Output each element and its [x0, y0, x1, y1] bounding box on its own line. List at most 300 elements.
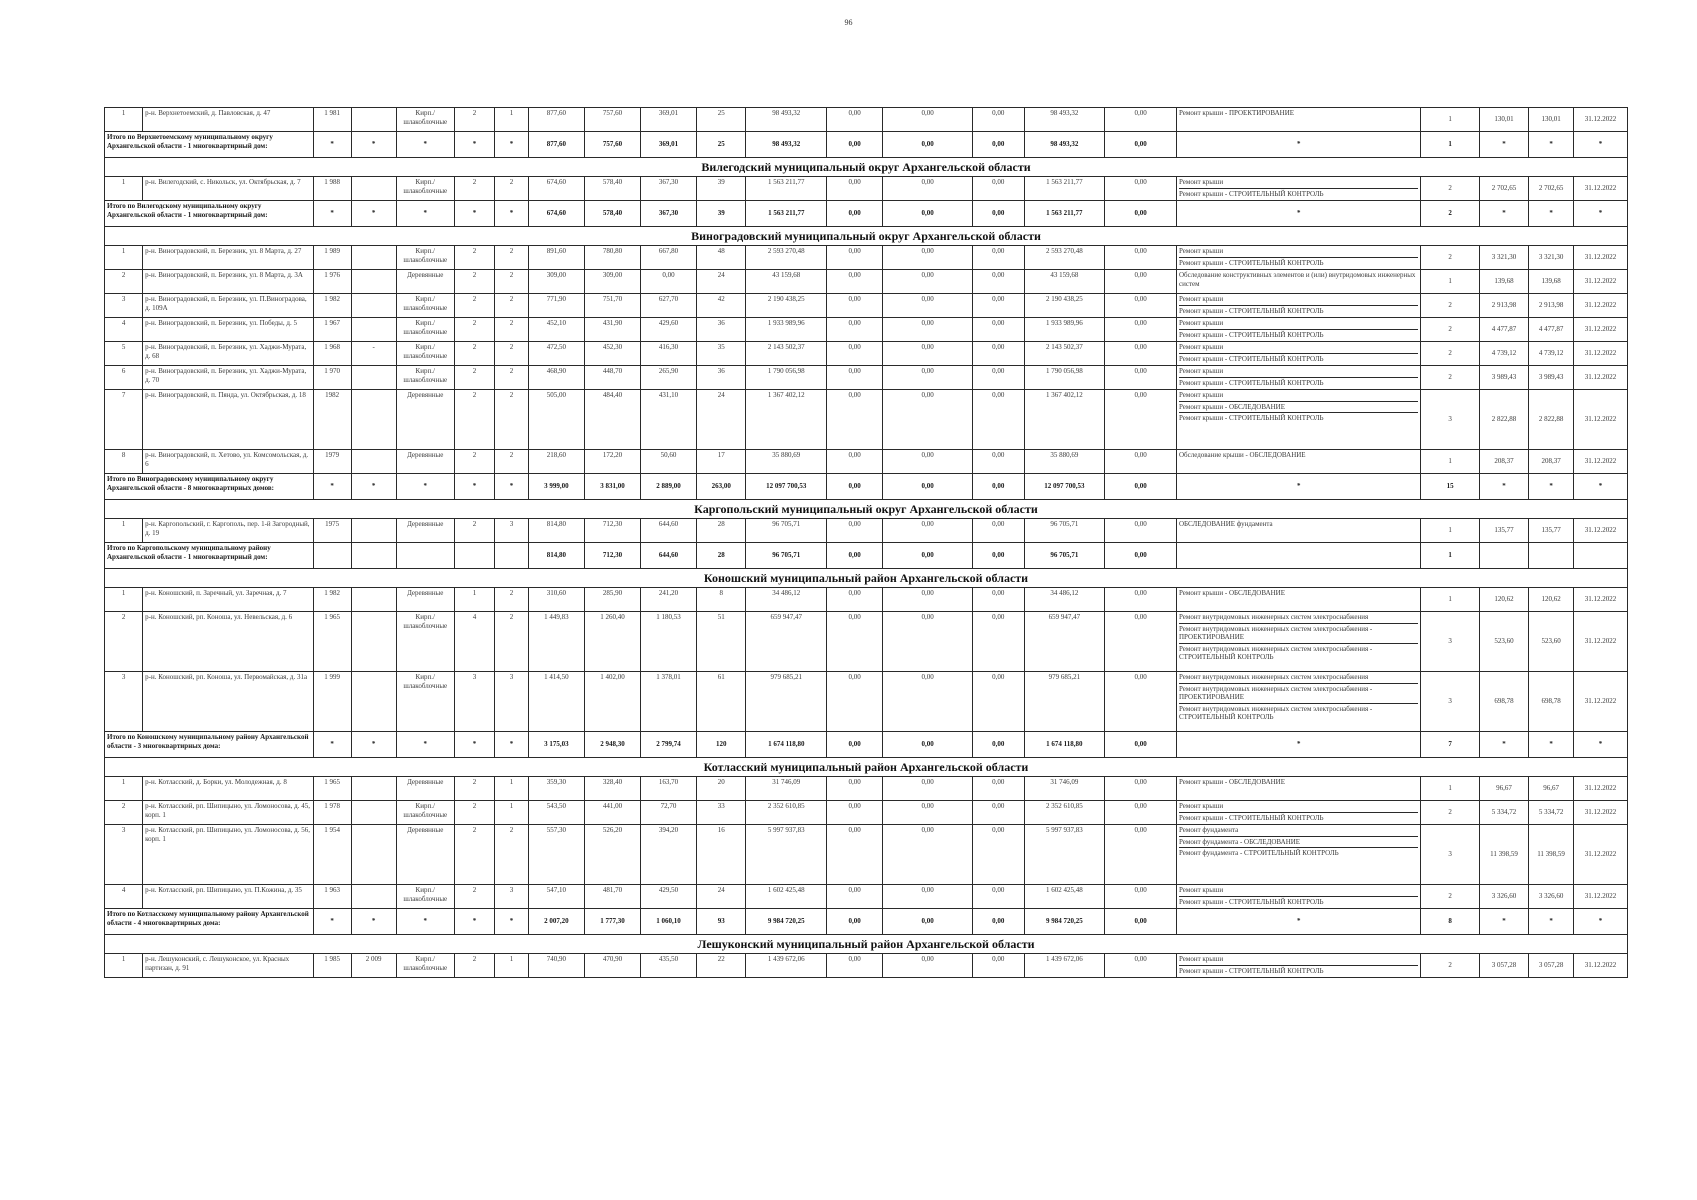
works-cell [1177, 246, 1421, 270]
total-year: * [313, 732, 351, 758]
cost_f1-cell: 0,00 [827, 270, 883, 294]
table-row [105, 588, 1628, 612]
works-cell [1177, 108, 1421, 132]
cost_f2-cell: 0,00 [883, 270, 973, 294]
area_living-cell: 452,30 [584, 342, 640, 366]
area_total-cell: 877,60 [528, 108, 584, 132]
year-cell: 1 965 [313, 777, 351, 801]
work-item: Ремонт крыши [1179, 178, 1224, 186]
cost_f5-cell: 0,00 [1105, 342, 1177, 366]
total-works [1177, 543, 1421, 569]
total-cost_f4: 98 493,32 [1024, 132, 1105, 158]
address-cell: р-н. Лешуконский, с. Лешуконское, ул. Красных партизан, д. 91 [143, 954, 313, 978]
residents-cell: 24 [697, 270, 746, 294]
cost_f1-cell: 0,00 [827, 390, 883, 450]
cost_f4-cell: 5 997 937,83 [1024, 825, 1105, 885]
total-cost_f3: 0,00 [972, 132, 1024, 158]
cost_f4-cell: 1 790 056,98 [1024, 366, 1105, 390]
residents-cell: 42 [697, 294, 746, 318]
work-item: Ремонт внутридомовых инженерных систем электроснабжения [1179, 673, 1369, 681]
total-material: * [396, 732, 454, 758]
year-cell: 1 988 [313, 177, 351, 201]
total-entrances [495, 543, 529, 569]
works-cell [1177, 519, 1421, 543]
cost_f5-cell: 0,00 [1105, 885, 1177, 909]
residents-cell: 16 [697, 825, 746, 885]
cost_total-cell: 43 159,68 [746, 270, 827, 294]
entrances-cell: 2 [495, 177, 529, 201]
total-year2: * [351, 132, 396, 158]
table-row [105, 612, 1628, 672]
floors-cell: 1 [454, 588, 494, 612]
cost_f4-cell: 1 933 989,96 [1024, 318, 1105, 342]
total-cost_total: 1 674 118,80 [746, 732, 827, 758]
cost_f5-cell: 0,00 [1105, 612, 1177, 672]
works-cell [1177, 366, 1421, 390]
table-row [105, 519, 1628, 543]
total-unit_cost: * [1479, 474, 1528, 500]
floors-cell: 2 [454, 318, 494, 342]
section-title: Виноградовский муниципальный округ Архангельской области [105, 227, 1628, 246]
unit_max-cell: 3 989,43 [1529, 366, 1574, 390]
cost_f2-cell: 0,00 [883, 885, 973, 909]
floors-cell: 2 [454, 246, 494, 270]
year-cell: 1 982 [313, 294, 351, 318]
year-cell: 1982 [313, 390, 351, 450]
works_count-cell: 2 [1421, 801, 1479, 825]
entrances-cell: 2 [495, 366, 529, 390]
address-cell: р-н. Котласский, д. Борки, ул. Молодежная, д. 8 [143, 777, 313, 801]
total-unit_cost: * [1479, 201, 1528, 227]
total-residents: 93 [697, 909, 746, 935]
work-item: Ремонт крыши - СТРОИТЕЛЬНЫЙ КОНТРОЛЬ [1179, 896, 1418, 907]
total-cost_f5: 0,00 [1105, 909, 1177, 935]
table-row [105, 390, 1628, 450]
total-label: Итого по Коношскому муниципальному району Архангельской области - 3 многоквартирных дома: [105, 732, 314, 758]
work-item: Ремонт крыши [1179, 295, 1224, 303]
cost_f3-cell: 0,00 [972, 777, 1024, 801]
material-cell: Кирп./ шлакоблочные [396, 612, 454, 672]
works_count-cell: 2 [1421, 885, 1479, 909]
unit_max-cell: 3 321,30 [1529, 246, 1574, 270]
work-item: Ремонт внутридомовых инженерных систем электроснабжения - ПРОЕКТИРОВАНИЕ [1179, 623, 1418, 642]
works_count-cell: 2 [1421, 318, 1479, 342]
table-row [105, 672, 1628, 732]
cost_total-cell: 98 493,32 [746, 108, 827, 132]
area_private-cell: 416,30 [641, 342, 697, 366]
deadline-cell: 31.12.2022 [1574, 342, 1628, 366]
row-number: 1 [105, 588, 143, 612]
total-residents: 28 [697, 543, 746, 569]
cost_f3-cell: 0,00 [972, 246, 1024, 270]
row-number: 2 [105, 270, 143, 294]
cost_f2-cell: 0,00 [883, 294, 973, 318]
total-year2: * [351, 474, 396, 500]
total-entrances: * [495, 132, 529, 158]
total-row [105, 732, 1628, 758]
work-item: ОБСЛЕДОВАНИЕ фундамента [1179, 520, 1273, 528]
cost_f1-cell: 0,00 [827, 801, 883, 825]
residents-cell: 20 [697, 777, 746, 801]
table-row [105, 294, 1628, 318]
total-row [105, 543, 1628, 569]
total-floors: * [454, 201, 494, 227]
area_living-cell: 712,30 [584, 519, 640, 543]
unit_cost-cell: 96,67 [1479, 777, 1528, 801]
total-label: Итого по Каргопольскому муниципальному району Архангельской области - 1 многоквартирный дом: [105, 543, 314, 569]
work-item: Ремонт крыши [1179, 802, 1224, 810]
cost_f4-cell: 2 143 502,37 [1024, 342, 1105, 366]
total-deadline: * [1574, 201, 1628, 227]
unit_max-cell: 4 739,12 [1529, 342, 1574, 366]
entrances-cell: 3 [495, 672, 529, 732]
area_private-cell: 435,50 [641, 954, 697, 978]
floors-cell: 4 [454, 612, 494, 672]
deadline-cell: 31.12.2022 [1574, 177, 1628, 201]
total-works_count: 7 [1421, 732, 1479, 758]
works_count-cell: 1 [1421, 777, 1479, 801]
year2-cell [351, 270, 396, 294]
cost_f4-cell: 34 486,12 [1024, 588, 1105, 612]
year-cell: 1 965 [313, 612, 351, 672]
table-row [105, 177, 1628, 201]
area_private-cell: 1 180,53 [641, 612, 697, 672]
work-item: Ремонт внутридомовых инженерных систем электроснабжения [1179, 613, 1369, 621]
year-cell: 1 989 [313, 246, 351, 270]
table-row [105, 450, 1628, 474]
floors-cell: 2 [454, 885, 494, 909]
unit_max-cell: 139,68 [1529, 270, 1574, 294]
total-year2: * [351, 732, 396, 758]
total-unit_max: * [1529, 474, 1574, 500]
cost_f4-cell: 659 947,47 [1024, 612, 1105, 672]
unit_max-cell: 135,77 [1529, 519, 1574, 543]
address-cell: р-н. Виноградовский, п. Березник, ул. 8 Марта, д. 3А [143, 270, 313, 294]
works-cell [1177, 588, 1421, 612]
area_total-cell: 674,60 [528, 177, 584, 201]
cost_total-cell: 1 439 672,06 [746, 954, 827, 978]
unit_max-cell: 130,01 [1529, 108, 1574, 132]
work-item: Ремонт фундамента - ОБСЛЕДОВАНИЕ [1179, 836, 1418, 847]
table-body [105, 108, 1628, 978]
area_total-cell: 218,60 [528, 450, 584, 474]
material-cell: Кирп./ шлакоблочные [396, 294, 454, 318]
residents-cell: 51 [697, 612, 746, 672]
total-entrances: * [495, 474, 529, 500]
year2-cell [351, 450, 396, 474]
works_count-cell: 2 [1421, 366, 1479, 390]
row-number: 4 [105, 318, 143, 342]
unit_max-cell: 2 822,88 [1529, 390, 1574, 450]
unit_cost-cell: 5 334,72 [1479, 801, 1528, 825]
entrances-cell: 2 [495, 390, 529, 450]
table-row [105, 318, 1628, 342]
year-cell: 1 963 [313, 885, 351, 909]
cost_f2-cell: 0,00 [883, 318, 973, 342]
total-row [105, 909, 1628, 935]
total-area_private: 367,30 [641, 201, 697, 227]
works_count-cell: 3 [1421, 672, 1479, 732]
works_count-cell: 3 [1421, 825, 1479, 885]
area_private-cell: 1 378,01 [641, 672, 697, 732]
cost_f2-cell: 0,00 [883, 246, 973, 270]
table-row [105, 108, 1628, 132]
unit_cost-cell: 2 822,88 [1479, 390, 1528, 450]
cost_total-cell: 1 602 425,48 [746, 885, 827, 909]
address-cell: р-н. Котласский, рп. Шипицыно, ул. Ломоносова, д. 56, корп. 1 [143, 825, 313, 885]
unit_cost-cell: 208,37 [1479, 450, 1528, 474]
address-cell: р-н. Виноградовский, п. Березник, ул. 8 Марта, д. 27 [143, 246, 313, 270]
work-item: Ремонт крыши [1179, 343, 1224, 351]
material-cell: Кирп./ шлакоблочные [396, 246, 454, 270]
year2-cell [351, 177, 396, 201]
total-row [105, 201, 1628, 227]
program-table [104, 107, 1628, 978]
table-row [105, 246, 1628, 270]
area_living-cell: 751,70 [584, 294, 640, 318]
cost_f4-cell: 1 602 425,48 [1024, 885, 1105, 909]
total-material [396, 543, 454, 569]
cost_f1-cell: 0,00 [827, 294, 883, 318]
area_private-cell: 667,80 [641, 246, 697, 270]
area_private-cell: 394,20 [641, 825, 697, 885]
deadline-cell: 31.12.2022 [1574, 801, 1628, 825]
total-unit_cost: * [1479, 732, 1528, 758]
cost_total-cell: 31 746,09 [746, 777, 827, 801]
section-header-row [105, 758, 1628, 777]
cost_f3-cell: 0,00 [972, 366, 1024, 390]
area_total-cell: 359,30 [528, 777, 584, 801]
row-number: 6 [105, 366, 143, 390]
floors-cell: 2 [454, 450, 494, 474]
floors-cell: 2 [454, 825, 494, 885]
material-cell: Деревянные [396, 588, 454, 612]
section-title: Котласский муниципальный район Архангельской области [105, 758, 1628, 777]
cost_f2-cell: 0,00 [883, 519, 973, 543]
total-year: * [313, 909, 351, 935]
total-material: * [396, 132, 454, 158]
cost_f1-cell: 0,00 [827, 366, 883, 390]
residents-cell: 35 [697, 342, 746, 366]
deadline-cell: 31.12.2022 [1574, 390, 1628, 450]
address-cell: р-н. Виноградовский, п. Пянда, ул. Октябрьская, д. 18 [143, 390, 313, 450]
cost_f2-cell: 0,00 [883, 366, 973, 390]
total-cost_f5: 0,00 [1105, 543, 1177, 569]
unit_cost-cell: 3 326,60 [1479, 885, 1528, 909]
cost_f4-cell: 43 159,68 [1024, 270, 1105, 294]
deadline-cell: 31.12.2022 [1574, 885, 1628, 909]
cost_f4-cell: 98 493,32 [1024, 108, 1105, 132]
total-cost_f4: 1 674 118,80 [1024, 732, 1105, 758]
material-cell: Кирп./ шлакоблочные [396, 108, 454, 132]
year-cell: 1 954 [313, 825, 351, 885]
cost_total-cell: 2 190 438,25 [746, 294, 827, 318]
section-header-row [105, 158, 1628, 177]
address-cell: р-н. Верхнетоемский, д. Павловская, д. 47 [143, 108, 313, 132]
cost_f1-cell: 0,00 [827, 954, 883, 978]
cost_f1-cell: 0,00 [827, 519, 883, 543]
total-residents: 263,00 [697, 474, 746, 500]
area_total-cell: 891,60 [528, 246, 584, 270]
row-number: 4 [105, 885, 143, 909]
entrances-cell: 2 [495, 318, 529, 342]
works-cell [1177, 318, 1421, 342]
works_count-cell: 2 [1421, 177, 1479, 201]
total-area_total: 877,60 [528, 132, 584, 158]
works_count-cell: 1 [1421, 108, 1479, 132]
unit_cost-cell: 3 989,43 [1479, 366, 1528, 390]
works_count-cell: 3 [1421, 390, 1479, 450]
year2-cell [351, 612, 396, 672]
work-item: Ремонт крыши - ОБСЛЕДОВАНИЕ [1179, 589, 1286, 597]
total-cost_f2: 0,00 [883, 474, 973, 500]
work-item: Ремонт крыши - СТРОИТЕЛЬНЫЙ КОНТРОЛЬ [1179, 377, 1418, 388]
floors-cell: 2 [454, 366, 494, 390]
work-item: Ремонт крыши [1179, 955, 1224, 963]
work-item: Ремонт крыши - СТРОИТЕЛЬНЫЙ КОНТРОЛЬ [1179, 305, 1418, 316]
page-number: 96 [844, 18, 853, 27]
work-item: Ремонт крыши [1179, 391, 1224, 399]
area_total-cell: 505,00 [528, 390, 584, 450]
cost_f4-cell: 1 439 672,06 [1024, 954, 1105, 978]
total-works_count: 1 [1421, 132, 1479, 158]
total-cost_f3: 0,00 [972, 732, 1024, 758]
cost_f5-cell: 0,00 [1105, 366, 1177, 390]
year-cell: 1 981 [313, 108, 351, 132]
total-floors: * [454, 474, 494, 500]
year2-cell [351, 294, 396, 318]
cost_f2-cell: 0,00 [883, 588, 973, 612]
deadline-cell: 31.12.2022 [1574, 588, 1628, 612]
year2-cell [351, 672, 396, 732]
unit_cost-cell: 139,68 [1479, 270, 1528, 294]
work-item: Ремонт внутридомовых инженерных систем электроснабжения - СТРОИТЕЛЬНЫЙ КОНТРОЛЬ [1179, 643, 1418, 662]
total-entrances: * [495, 732, 529, 758]
works_count-cell: 2 [1421, 246, 1479, 270]
work-item: Ремонт крыши - СТРОИТЕЛЬНЫЙ КОНТРОЛЬ [1179, 965, 1418, 976]
total-cost_f4: 96 705,71 [1024, 543, 1105, 569]
entrances-cell: 2 [495, 588, 529, 612]
section-header-row [105, 569, 1628, 588]
works-cell [1177, 342, 1421, 366]
section-title: Вилегодский муниципальный округ Архангельской области [105, 158, 1628, 177]
residents-cell: 48 [697, 246, 746, 270]
deadline-cell: 31.12.2022 [1574, 777, 1628, 801]
area_total-cell: 309,00 [528, 270, 584, 294]
works_count-cell: 2 [1421, 342, 1479, 366]
address-cell: р-н. Виноградовский, п. Хетово, ул. Комсомольская, д. 6 [143, 450, 313, 474]
total-area_private: 1 060,10 [641, 909, 697, 935]
total-material: * [396, 201, 454, 227]
entrances-cell: 3 [495, 519, 529, 543]
cost_total-cell: 659 947,47 [746, 612, 827, 672]
work-item: Ремонт внутридомовых инженерных систем электроснабжения - СТРОИТЕЛЬНЫЙ КОНТРОЛЬ [1179, 703, 1418, 722]
entrances-cell: 1 [495, 777, 529, 801]
area_total-cell: 814,80 [528, 519, 584, 543]
cost_f3-cell: 0,00 [972, 519, 1024, 543]
year-cell: 1 978 [313, 801, 351, 825]
area_living-cell: 757,60 [584, 108, 640, 132]
entrances-cell: 1 [495, 954, 529, 978]
total-area_living: 1 777,30 [584, 909, 640, 935]
work-item: Ремонт фундамента [1179, 826, 1239, 834]
total-cost_f3: 0,00 [972, 909, 1024, 935]
area_private-cell: 265,90 [641, 366, 697, 390]
total-cost_f2: 0,00 [883, 543, 973, 569]
total-label: Итого по Котласскому муниципальному району Архангельской области - 4 многоквартирных дома: [105, 909, 314, 935]
area_private-cell: 431,10 [641, 390, 697, 450]
unit_cost-cell: 130,01 [1479, 108, 1528, 132]
deadline-cell: 31.12.2022 [1574, 954, 1628, 978]
cost_f4-cell: 1 367 402,12 [1024, 390, 1105, 450]
works_count-cell: 1 [1421, 450, 1479, 474]
cost_f4-cell: 1 563 211,77 [1024, 177, 1105, 201]
cost_f4-cell: 2 190 438,25 [1024, 294, 1105, 318]
total-area_total: 674,60 [528, 201, 584, 227]
year2-cell [351, 318, 396, 342]
row-number: 1 [105, 246, 143, 270]
year2-cell [351, 825, 396, 885]
total-unit_max: * [1529, 909, 1574, 935]
work-item: Ремонт крыши - СТРОИТЕЛЬНЫЙ КОНТРОЛЬ [1179, 353, 1418, 364]
residents-cell: 17 [697, 450, 746, 474]
row-number: 1 [105, 519, 143, 543]
cost_f1-cell: 0,00 [827, 246, 883, 270]
cost_f1-cell: 0,00 [827, 825, 883, 885]
cost_total-cell: 979 685,21 [746, 672, 827, 732]
year2-cell [351, 777, 396, 801]
total-area_private: 2 799,74 [641, 732, 697, 758]
area_private-cell: 0,00 [641, 270, 697, 294]
total-year: * [313, 201, 351, 227]
entrances-cell: 1 [495, 801, 529, 825]
total-deadline: * [1574, 474, 1628, 500]
year2-cell [351, 588, 396, 612]
area_total-cell: 452,10 [528, 318, 584, 342]
year-cell: 1 985 [313, 954, 351, 978]
cost_f4-cell: 2 593 270,48 [1024, 246, 1105, 270]
total-residents: 39 [697, 201, 746, 227]
cost_f3-cell: 0,00 [972, 450, 1024, 474]
total-area_living: 3 831,00 [584, 474, 640, 500]
cost_f1-cell: 0,00 [827, 612, 883, 672]
cost_total-cell: 2 593 270,48 [746, 246, 827, 270]
row-number: 5 [105, 342, 143, 366]
total-residents: 25 [697, 132, 746, 158]
year2-cell [351, 885, 396, 909]
area_living-cell: 285,90 [584, 588, 640, 612]
unit_cost-cell: 11 398,59 [1479, 825, 1528, 885]
year2-cell: 2 009 [351, 954, 396, 978]
table-row [105, 801, 1628, 825]
address-cell: р-н. Коношский, рп. Коноша, ул. Невельская, д. 6 [143, 612, 313, 672]
total-cost_f5: 0,00 [1105, 132, 1177, 158]
total-works: * [1177, 732, 1421, 758]
year2-cell: - [351, 342, 396, 366]
cost_f5-cell: 0,00 [1105, 825, 1177, 885]
year-cell: 1 970 [313, 366, 351, 390]
cost_f3-cell: 0,00 [972, 801, 1024, 825]
total-area_private: 369,01 [641, 132, 697, 158]
unit_cost-cell: 4 477,87 [1479, 318, 1528, 342]
material-cell: Деревянные [396, 390, 454, 450]
cost_total-cell: 34 486,12 [746, 588, 827, 612]
total-cost_total: 12 097 700,53 [746, 474, 827, 500]
works-cell [1177, 270, 1421, 294]
total-cost_f5: 0,00 [1105, 201, 1177, 227]
residents-cell: 22 [697, 954, 746, 978]
cost_f2-cell: 0,00 [883, 177, 973, 201]
